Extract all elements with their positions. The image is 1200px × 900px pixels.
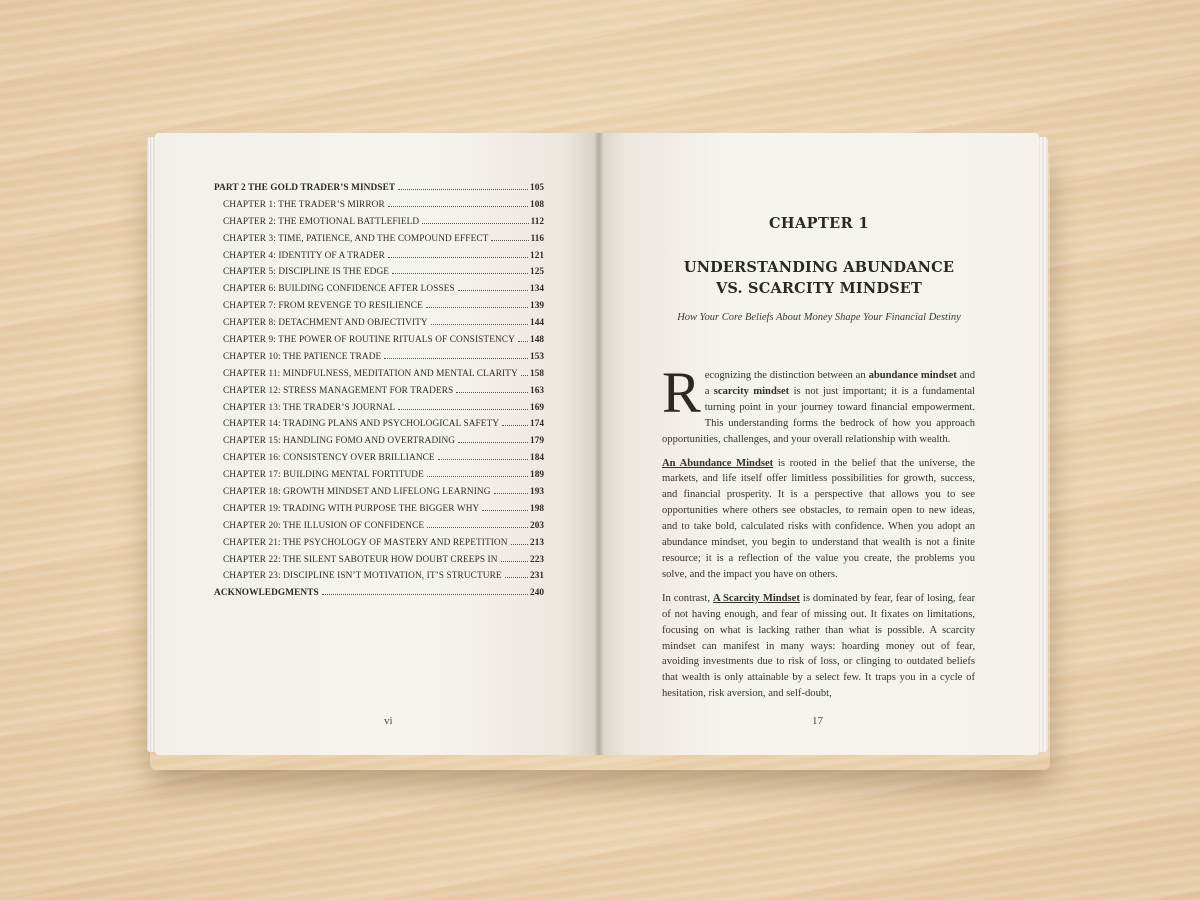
toc-entry-page: 121 [530,250,544,261]
toc-leader-dots [438,459,528,460]
abundance-text: is rooted in the belief that the universe, the markets, and life itself offer limitless possibilities for growth, success, and financial prosperity. It is a perspective that allows you to see opportunities where others see obstacles, to remain open to new ideas, and to take bold, calculated risks with confidence. When you adopt an abundance mindset, you begin to understand that wealth is not a finite resource; it is a reflection of the value you create, the problems you solve, and the impact you have on others. [662,457,975,580]
scarcity-heading: A Scarcity Mindset [712,592,800,604]
toc-entry-label: ACKNOWLEDGMENTS [214,588,319,599]
toc-entry-page: 148 [530,335,544,346]
toc-entry-label: CHAPTER 5: DISCIPLINE IS THE EDGE [223,267,390,278]
intro-text-1: ecognizing the distinction between an [704,370,869,381]
toc-entry-page: 112 [530,216,544,227]
chapter-title-line-1: UNDERSTANDING ABUNDANCE [683,259,955,276]
toc-entry-label: CHAPTER 20: THE ILLUSION OF CONFIDENCE [223,520,425,531]
toc-entry-label: CHAPTER 7: FROM REVENGE TO RESILIENCE [223,301,423,312]
toc-chapter-row [214,251,544,268]
toc-leader-dots [427,527,528,528]
toc-leader-dots [458,442,528,443]
toc-chapter-row [214,453,544,470]
toc-chapter-row [214,369,544,386]
toc-entry-label: CHAPTER 17: BUILDING MENTAL FORTITUDE [223,470,424,481]
toc-entry-label: CHAPTER 9: THE POWER OF ROUTINE RITUALS OF CONSISTENCY [223,335,515,346]
toc-entry-label: CHAPTER 13: THE TRADER’S JOURNAL [223,402,396,413]
toc-chapter-row [214,234,544,251]
toc-entry-label: CHAPTER 10: THE PATIENCE TRADE [223,351,382,362]
paragraph-scarcity [662,591,975,702]
toc-leader-dots [427,476,528,477]
toc-leader-dots [502,425,528,426]
chapter-title [599,257,1039,299]
toc-entry-page: 179 [530,436,544,447]
toc-leader-dots [491,240,528,241]
toc-chapter-row [214,352,544,369]
toc-entry-label: CHAPTER 1: THE TRADER’S MIRROR [223,199,385,210]
toc-leader-dots [398,189,528,190]
chapter-subtitle: How Your Core Beliefs About Money Shape Your Financial Destiny [677,312,961,323]
table-of-contents [214,183,544,605]
toc-leader-dots [482,510,528,511]
toc-entry-page: 193 [530,487,544,498]
toc-chapter-row [214,419,544,436]
toc-leader-dots [521,375,528,376]
toc-entry-page: 223 [530,554,544,565]
toc-entry-label: CHAPTER 23: DISCIPLINE ISN’T MOTIVATION, IT’S STRUCTURE [223,571,502,582]
toc-leader-dots [388,257,528,258]
toc-entry-page: 203 [530,520,544,531]
paragraph-intro [662,360,975,448]
toc-chapter-row [214,318,544,335]
toc-entry-label: CHAPTER 21: THE PSYCHOLOGY OF MASTERY AND REPETITION [223,537,508,548]
toc-leader-dots [505,577,528,578]
chapter-number: CHAPTER 1 [768,215,870,232]
drop-cap: R [662,360,701,425]
toc-chapter-row [214,555,544,572]
toc-entry-page: 174 [530,419,544,430]
toc-entry-page: 116 [530,233,544,244]
toc-leader-dots [431,324,528,325]
toc-chapter-row [214,571,544,588]
toc-entry-label: CHAPTER 4: IDENTITY OF A TRADER [223,250,385,261]
toc-chapter-row [214,504,544,521]
toc-entry-page: 169 [530,402,544,413]
toc-entry-page: 184 [530,453,544,464]
toc-leader-dots [384,358,528,359]
toc-entry-page: 105 [530,183,544,193]
toc-entry-page: 213 [530,537,544,548]
toc-chapter-row [214,200,544,217]
toc-entry-label: CHAPTER 22: THE SILENT SABOTEUR HOW DOUBT CREEPS IN [223,554,498,565]
right-page [599,133,1039,755]
toc-leader-dots [518,341,528,342]
toc-entry-page: 189 [530,470,544,481]
toc-leader-dots [388,206,528,207]
toc-entry-label: CHAPTER 6: BUILDING CONFIDENCE AFTER LOSSES [223,284,455,295]
toc-entry-label: PART 2 THE GOLD TRADER’S MINDSET [214,183,396,193]
toc-entry-page: 158 [530,368,544,379]
toc-entry-page: 198 [530,503,544,514]
toc-leader-dots [426,307,528,308]
toc-chapter-row [214,403,544,420]
toc-leader-dots [322,594,528,595]
toc-chapter-row [214,386,544,403]
toc-leader-dots [422,223,528,224]
toc-chapter-row [214,284,544,301]
scarcity-text: is dominated by fear, fear of losing, fear of not having enough, and fear of missing out. It fixates on limitations, focusing on what is lacking rather than what is possible. A scarcity mindset can manifest in many ways: hoarding money out of fear, avoiding investments due to risk of loss, or clinging to outdated beliefs that wealth is only attainable by a select few. It traps you in a cycle of hesitation, risk aversion, and self-doubt, [662,592,975,700]
toc-chapter-row [214,335,544,352]
toc-entry-label: CHAPTER 3: TIME, PATIENCE, AND THE COMPOUND EFFECT [223,233,489,244]
toc-entry-label: CHAPTER 15: HANDLING FOMO AND OVERTRADING [223,436,456,447]
toc-chapter-row [214,538,544,555]
chapter-title-line-2: VS. SCARCITY MINDSET [715,280,923,297]
left-page-number: vi [384,715,393,727]
toc-chapter-row [214,487,544,504]
toc-entry-label: CHAPTER 8: DETACHMENT AND OBJECTIVITY [223,318,428,329]
right-page-number: 17 [812,715,823,727]
toc-entry-page: 153 [530,351,544,362]
toc-leader-dots [458,290,528,291]
toc-chapter-row [214,521,544,538]
toc-part-row [214,183,544,200]
toc-entry-page: 139 [530,301,544,312]
toc-entry-page: 240 [530,588,544,599]
toc-chapter-row [214,301,544,318]
scarcity-pre: In contrast, [662,592,713,604]
toc-leader-dots [392,273,528,274]
chapter-body [662,360,975,710]
toc-entry-label: CHAPTER 14: TRADING PLANS AND PSYCHOLOGICAL SAFETY [223,419,500,430]
toc-entry-page: 144 [530,318,544,329]
toc-entry-label: CHAPTER 16: CONSISTENCY OVER BRILLIANCE [223,453,435,464]
toc-entry-label: CHAPTER 19: TRADING WITH PURPOSE THE BIGGER WHY [223,503,480,514]
toc-entry-label: CHAPTER 2: THE EMOTIONAL BATTLEFIELD [223,216,420,227]
toc-entry-page: 163 [530,385,544,396]
toc-chapter-row [214,436,544,453]
toc-entry-page: 125 [530,267,544,278]
abundance-heading: An Abundance Mindset [662,457,774,469]
abundance-term: abundance mindset [868,370,957,381]
intro-text-3: is not just important; it is a fundamental turning point in your journey toward financial empowerment. This understanding forms the bedrock of how you approach opportunities, challenges, and your overall relationship with wealth. [662,385,975,445]
toc-entry-label: CHAPTER 11: MINDFULNESS, MEDITATION AND MENTAL CLARITY [223,368,518,379]
toc-leader-dots [501,561,528,562]
scarcity-term: scarcity mindset [713,385,790,397]
toc-leader-dots [456,392,528,393]
toc-entry-label: CHAPTER 12: STRESS MANAGEMENT FOR TRADERS [223,385,454,396]
toc-leader-dots [511,544,528,545]
toc-leader-dots [398,409,528,410]
toc-entry-page: 108 [530,199,544,210]
toc-entry-label: CHAPTER 18: GROWTH MINDSET AND LIFELONG LEARNING [223,487,491,498]
toc-entry-page: 134 [530,284,544,295]
left-page [155,133,599,755]
paragraph-abundance [662,456,975,583]
toc-chapter-row [214,470,544,487]
book-gutter [594,133,604,755]
toc-entry-page: 231 [530,571,544,582]
toc-leader-dots [494,493,529,494]
toc-chapter-row [214,217,544,234]
toc-chapter-row [214,267,544,284]
intro-text-2: and a [704,370,975,397]
toc-acknowledgments-row [214,588,544,605]
